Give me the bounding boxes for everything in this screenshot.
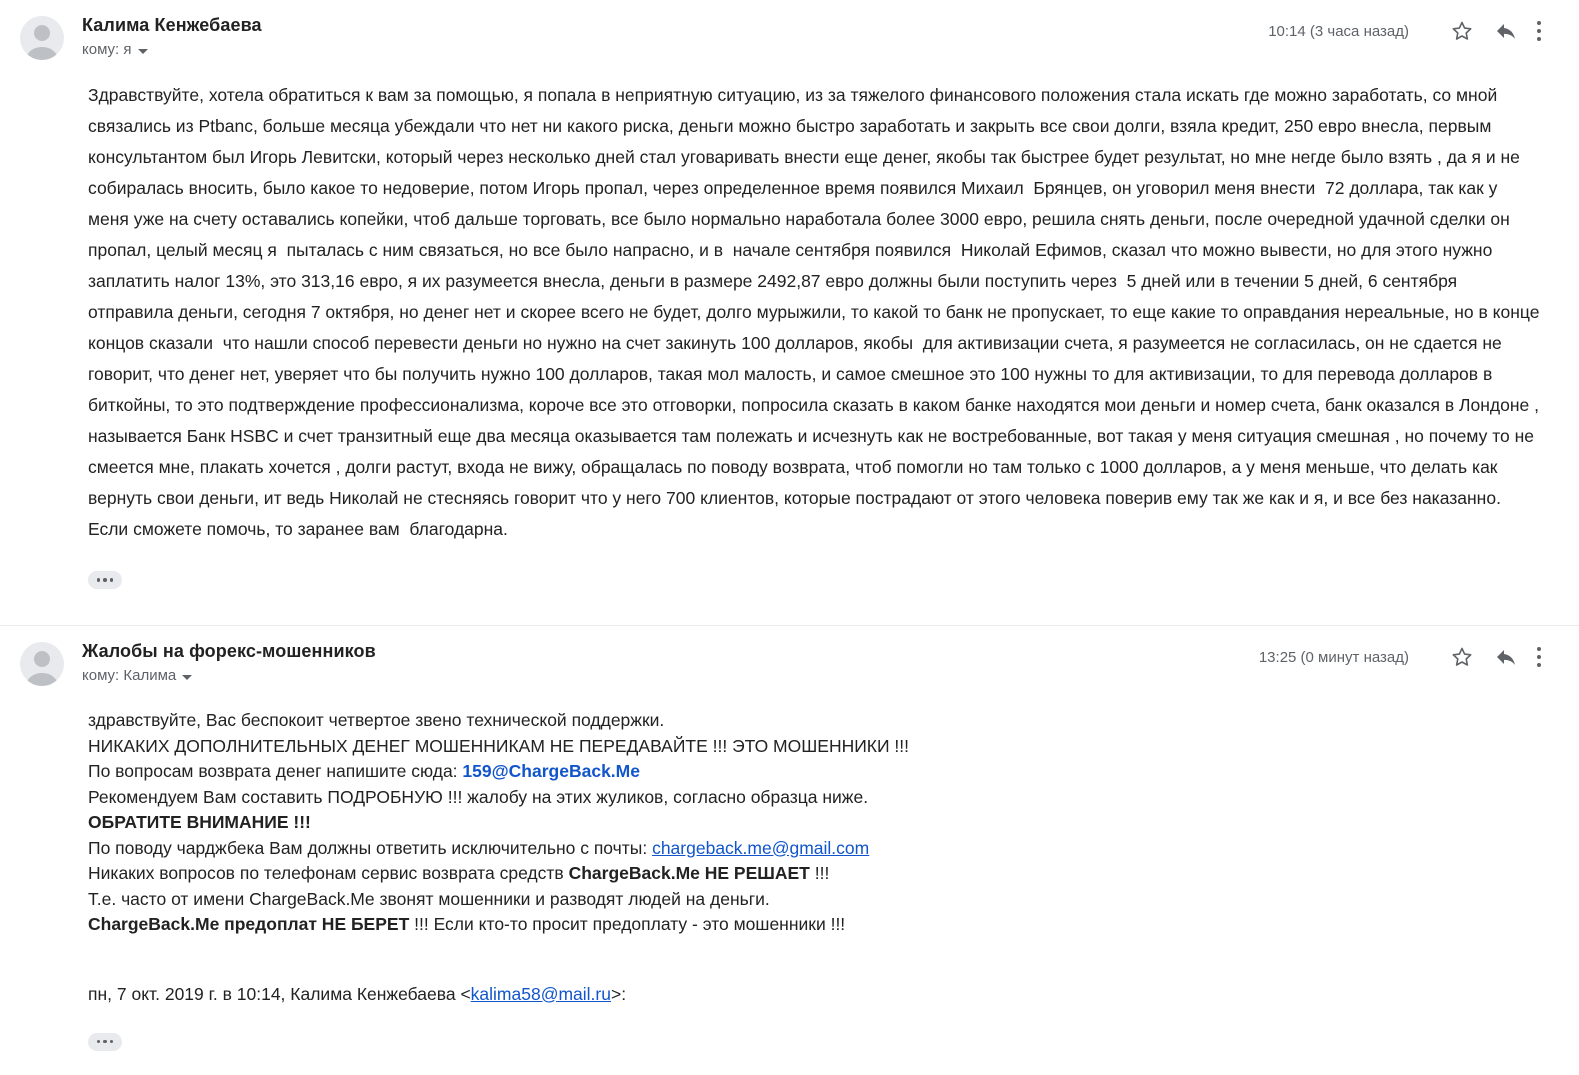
phone-text-bold: ChargeBack.Me НЕ РЕШАЕТ <box>568 863 810 883</box>
body-line-chargeback <box>88 836 1541 862</box>
quote-suffix: >: <box>610 983 627 1004</box>
body-line-recommend: Рекомендуем Вам составить ПОДРОБНУЮ !!! жалобу на этих жуликов, согласно образца ниже. <box>88 786 869 807</box>
phone-text-prefix: Никаких вопросов по телефонам сервис возврата средств <box>88 863 569 883</box>
star-icon[interactable] <box>1449 644 1475 670</box>
message-paragraph: Здравствуйте, хотела обратиться к вам за помощью, я попала в неприятную ситуацию, из за тяжелого финансового положения стала искать где можно заработать, со мной связались из Ptbanc, больше месяца убеждали что нет ни какого риска, деньги можно быстро заработать и закрыть все свои долги, взяла кредит, 250 евро внесла, первым консультантом был Игорь Левитски, который через несколько дней стал уговаривать внести еще денег, якобы так быстрее будет результат, но мне негде было взять , да я и не собиралась вносить, было какое то недоверие, потом Игорь пропал, через определенное время появился Михаил Брянцев, он уговорил меня внести 72 доллара, так как у меня уже на счету оставались копейки, чтоб дальше торговать, все было нормально наработала более 3000 евро, решила снять деньги, после очередной удачной сделки он пропал, целый месяц я пыталась с ним связаться, но все было напрасно, и в начале сентября появился Николай Ефимов, сказал что можно вывести, но для этого нужно заплатить налог 13%, это 313,16 евро, я их разумеется внесла, деньги в размере 2492,87 евро должны были поступить через 5 дней или в течении 5 дней, 6 сентября отправила деньги, сегодня 7 октября, но денег нет и скорее всего не будет, долго мурыжили, то какой то банк не пропускает, то еще какие то оправдания нереальные, но в конце концов сказали что нашли способ перевести деньги но нужно на счет закинуть 100 долларов, якобы для активизации счета, я разумеется не согласилась, он не сдается не говорит, что денег нет, уверяет что бы получить нужно 100 долларов, такая мол малость, и самое смешное это 100 нужны то для активизации, то для перевода долларов в биткойны, то это подтверждение профессионализма, короче все это отговорки, попросила сказать в каком банке находятся мои деньги и номер счета, банк оказался в Лондоне , называется Банк HSBC и счет транзитный еще два месяца оказывается там полежать и исчезнуть как не востребованные, вот такая у меня ситуация смешная , но почему то не смеется мне, плакать хочется , долги растут, входа не вижу, обращалась по поводу возврата, чтоб помогли но там только с 1000 долларов, а у меня меньше, что делать как вернуть свои деньги, ит ведь Николай не стесняясь говорит что у него 700 клиентов, которые пострадают от этого человека поверив ему так же как и я, и все без наказанно. Если сможете помочь, то заранее вам благодарна. <box>88 85 1545 539</box>
message-body <box>0 688 1579 1051</box>
chevron-down-icon[interactable] <box>182 675 192 680</box>
email-message-2 <box>0 626 1579 1075</box>
message-header <box>0 0 1579 60</box>
refund-email-link[interactable]: 159@ChargeBack.Me <box>462 761 640 781</box>
prepay-text-rest: !!! Если кто-то просит предоплату - это мошенники !!! <box>409 914 846 934</box>
header-text <box>82 640 1259 686</box>
header-actions <box>1268 18 1541 44</box>
prepay-text-bold: ChargeBack.Me предоплат НЕ БЕРЕТ <box>88 914 410 934</box>
body-line-warning: НИКАКИХ ДОПОЛНИТЕЛЬНЫХ ДЕНЕГ МОШЕННИКАМ НЕ ПЕРЕДАВАЙТЕ !!! ЭТО МОШЕННИКИ !!! <box>88 735 910 756</box>
chevron-down-icon[interactable] <box>138 49 148 54</box>
chargeback-email-link[interactable]: chargeback.me@gmail.com <box>652 837 870 858</box>
header-actions <box>1259 644 1541 670</box>
star-icon[interactable] <box>1449 18 1475 44</box>
body-line-prepay <box>88 912 1541 938</box>
show-trimmed-content-icon[interactable] <box>88 571 122 589</box>
phone-text-suffix: !!! <box>809 863 830 883</box>
recipient-row[interactable] <box>82 40 1268 60</box>
quote-prefix: пн, 7 окт. 2019 г. в 10:14, Калима Кенжебаева < <box>88 983 471 1004</box>
message-header <box>0 626 1579 686</box>
body-line-greeting: здравствуйте, Вас беспокоит четвертое звено технической поддержки. <box>88 710 665 730</box>
body-line-phone <box>88 861 1541 887</box>
body-line-attention: ОБРАТИТЕ ВНИМАНИЕ !!! <box>88 812 311 832</box>
avatar <box>20 16 64 60</box>
recipient-row[interactable] <box>82 666 1259 686</box>
body-line-refund <box>88 759 1541 785</box>
recipient-label: кому: Калима <box>82 667 177 684</box>
refund-text: По вопросам возврата денег напишите сюда: <box>88 761 463 781</box>
reply-icon[interactable] <box>1493 644 1519 670</box>
message-timestamp: 13:25 (0 минут назад) <box>1258 648 1409 666</box>
chargeback-text: По поводу чарджбека Вам должны ответить исключительно с почты: <box>88 837 653 858</box>
message-timestamp: 10:14 (3 часа назад) <box>1268 22 1409 40</box>
recipient-label: кому: я <box>82 41 132 58</box>
quoted-sender-email-link[interactable]: kalima58@mail.ru <box>470 983 611 1004</box>
message-body <box>0 60 1579 589</box>
more-options-icon[interactable] <box>1537 18 1541 44</box>
reply-icon[interactable] <box>1493 18 1519 44</box>
avatar <box>20 642 64 686</box>
header-text <box>82 14 1268 60</box>
sender-name: Жалобы на форекс-мошенников <box>82 641 376 661</box>
body-line-often: Т.е. часто от имени ChargeBack.Me звонят мошенники и разводят людей на деньги. <box>88 888 770 909</box>
sender-name: Калима Кенжебаева <box>82 15 262 35</box>
more-options-icon[interactable] <box>1537 644 1541 670</box>
quoted-message-header <box>88 982 1541 1007</box>
